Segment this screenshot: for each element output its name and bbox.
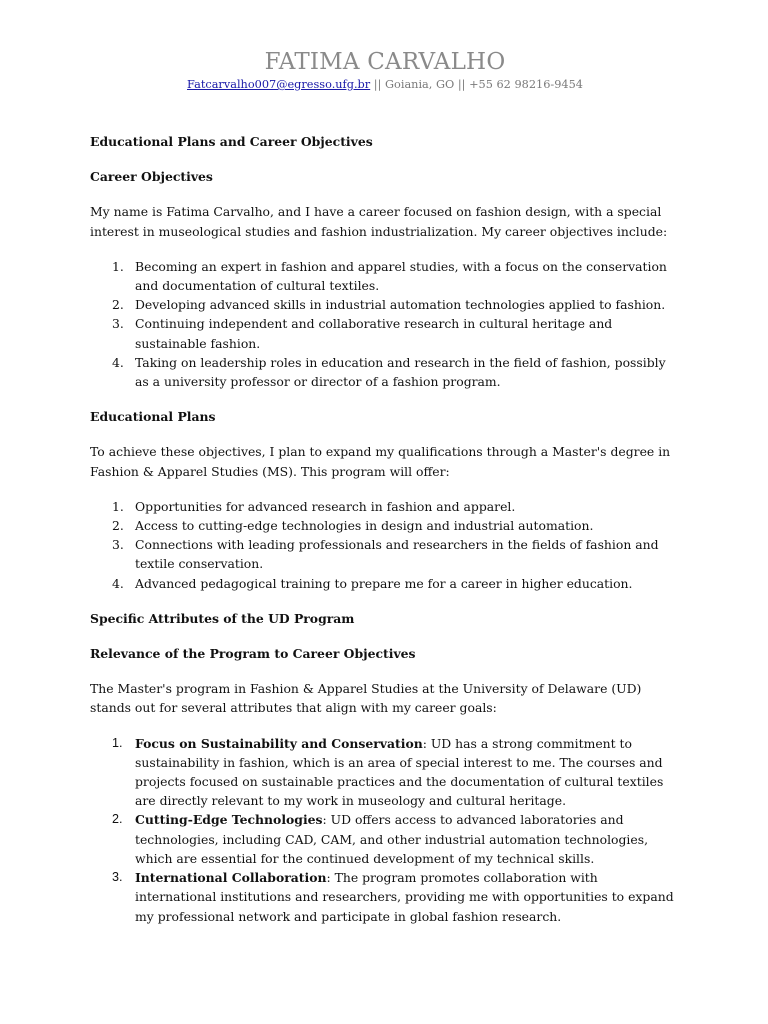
- list-item: [90, 257, 680, 295]
- educational-plans-intro: To achieve these objectives, I plan to expand my qualifications through a Master's degree in Fashion & Apparel Studies (MS). This program will offer:: [90, 444, 671, 479]
- list-item-text: Advanced pedagogical training to prepare me for a career in higher education.: [135, 575, 633, 591]
- career-heading: Career Objectives: [90, 169, 213, 185]
- list-number: 3.: [112, 316, 124, 332]
- list-item: [90, 868, 680, 926]
- list-item: [90, 810, 680, 868]
- list-item: [90, 516, 680, 535]
- list-item-text: Developing advanced skills in industrial automation technologies applied to fashion.: [135, 297, 666, 313]
- contact-line: [90, 77, 680, 93]
- list-item-text: : UD offers access to advanced laboratories and technologies, including CAD, CAM, and other industrial automation technologies, which are essential for the continued development of my technical skills.: [135, 812, 649, 866]
- attribute-title: Cutting-Edge Technologies: [135, 812, 323, 828]
- list-item-text: Connections with leading professionals and researchers in the fields of fashion and textile conservation.: [135, 537, 659, 572]
- list-number: 4.: [112, 354, 124, 370]
- relevance-heading: Relevance of the Program to Career Objectives: [90, 646, 416, 662]
- list-number: 1.: [112, 258, 124, 274]
- location-text: Goiania, GO: [385, 78, 455, 91]
- career-objectives-list: [90, 257, 680, 391]
- author-name: FATIMA CARVALHO: [264, 49, 506, 75]
- relevance-intro: The Master's program in Fashion & Apparel Studies at the University of Delaware (UD) stands out for several attributes that align with my career goals:: [90, 681, 642, 716]
- list-number: 2.: [112, 812, 123, 827]
- list-item-text: Continuing independent and collaborative research in cultural heritage and sustainable fashion.: [135, 316, 613, 351]
- list-item: [90, 314, 680, 352]
- list-number: 2.: [112, 518, 124, 534]
- list-item-text: Taking on leadership roles in education and research in the field of fashion, possibly as a university professor or director of a fashion program.: [135, 354, 666, 390]
- program-attributes-list: [90, 734, 680, 926]
- list-number: 1.: [112, 498, 124, 514]
- separator: ||: [370, 78, 385, 91]
- list-item: [90, 353, 680, 391]
- list-number: 1.: [112, 735, 123, 750]
- document-body: [90, 132, 680, 926]
- attribute-title: International Collaboration: [135, 870, 327, 886]
- list-item-text: Access to cutting-edge technologies in design and industrial automation.: [135, 518, 594, 534]
- list-item: [90, 734, 680, 811]
- list-number: 3.: [112, 870, 123, 885]
- career-intro: My name is Fatima Carvalho, and I have a career focused on fashion design, with a special interest in museological studies and fashion industrialization. My career objectives include:: [90, 204, 668, 239]
- list-item-text: : The program promotes collaboration with international institutions and researchers, providing me with opportunities to expand my professional network and participate in global fashion research.: [135, 870, 674, 924]
- list-item: [90, 535, 680, 573]
- attribute-title: Focus on Sustainability and Conservation: [135, 735, 423, 751]
- list-item-text: : UD has a strong commitment to sustainability in fashion, which is an area of special interest to me. The courses and projects focused on sustainable practices and the documentation of cultural textiles are directly relevant to my work in museology and cultural heritage.: [135, 735, 664, 809]
- document-title: Educational Plans and Career Objectives: [90, 134, 373, 149]
- list-number: 3.: [112, 537, 124, 553]
- educational-plans-heading: Educational Plans: [90, 409, 216, 425]
- list-item: [90, 574, 680, 593]
- list-item: [90, 497, 680, 516]
- phone-text: +55 62 98216-9454: [469, 78, 583, 91]
- list-item-text: Opportunities for advanced research in fashion and apparel.: [135, 498, 516, 514]
- educational-plans-list: [90, 497, 680, 593]
- list-item: [90, 295, 680, 314]
- list-item-text: Becoming an expert in fashion and apparel studies, with a focus on the conservation and documentation of cultural textiles.: [135, 258, 667, 294]
- list-number: 4.: [112, 575, 124, 591]
- ud-attributes-heading: Specific Attributes of the UD Program: [90, 610, 355, 626]
- email-link[interactable]: Fatcarvalho007@egresso.ufg.br: [187, 78, 371, 91]
- separator: ||: [454, 78, 470, 91]
- list-number: 2.: [112, 297, 124, 313]
